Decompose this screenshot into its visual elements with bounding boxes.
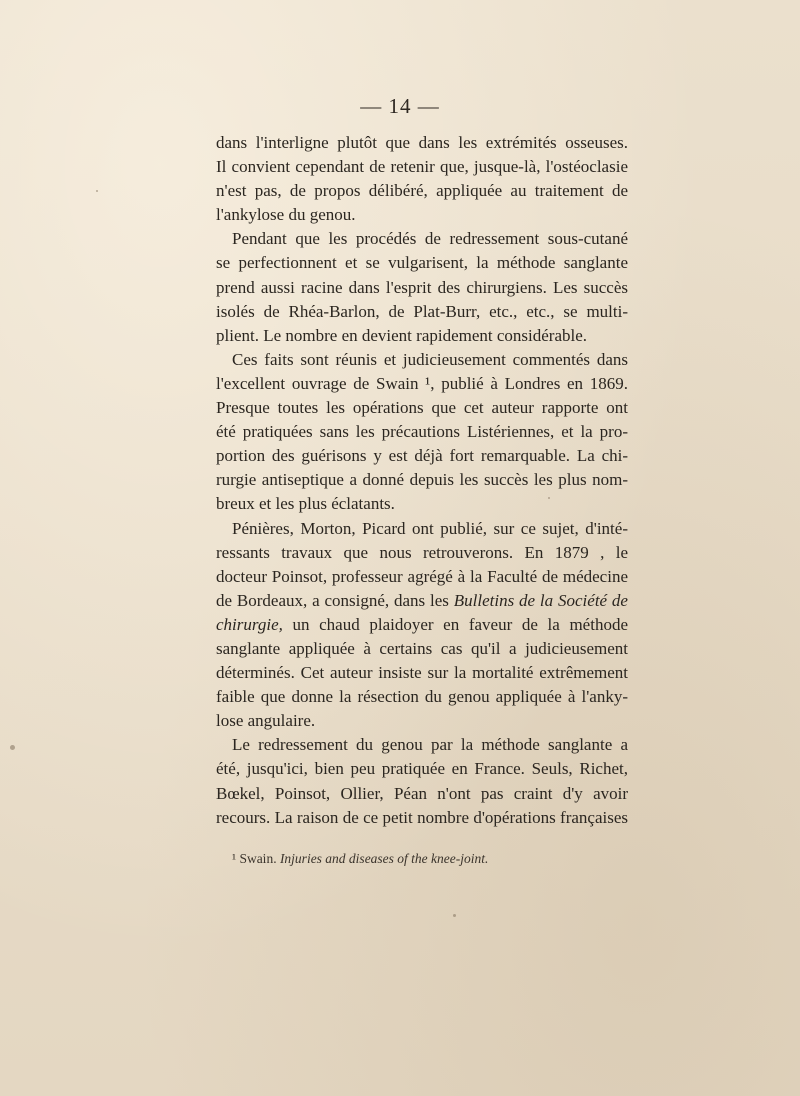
text-line-content: Presque toutes les opérations que cet auteur rapporte ont (216, 398, 628, 418)
text-line-content: Bœkel, Poinsot, Ollier, Péan n'ont pas craint d'y avoir (216, 783, 628, 803)
text-line (216, 685, 628, 709)
text-line-emphasis: chirurgie, (216, 614, 283, 634)
text-line-content: isolés de Rhéa-Barlon, de Plat-Burr, etc., etc., se multi- (216, 301, 628, 321)
text-line (216, 565, 628, 589)
text-line (216, 372, 628, 396)
text-line-content: Le redressement du genou par la méthode sanglante a (232, 735, 628, 755)
text-line (216, 517, 628, 541)
text-line-content: déterminés. Cet auteur insiste sur la mortalité extrêmement (216, 663, 628, 683)
text-line (216, 782, 628, 806)
text-line (216, 131, 628, 155)
text-line (216, 806, 628, 830)
text-line-content: rurgie antiseptique a donné depuis les succès les plus nom- (216, 470, 628, 490)
footnote-marker: ¹ (232, 851, 237, 866)
text-line (216, 179, 628, 203)
text-line-content: portion des guérisons y est déjà fort remarquable. La chi- (216, 446, 628, 466)
text-line (216, 348, 628, 372)
paper-speck (10, 745, 15, 750)
paper-speck (96, 190, 98, 192)
text-line (216, 541, 628, 565)
text-line-content: Pendant que les procédés de redressement sous-cutané (232, 229, 628, 249)
text-line (216, 613, 628, 637)
text-line (216, 155, 628, 179)
text-line-content: un chaud plaidoyer en faveur de la méthode (282, 614, 628, 634)
text-line-content: recours. La raison de ce petit nombre d'opérations françaises (216, 807, 628, 827)
text-line (216, 709, 628, 733)
text-line-content: ressants travaux que nous retrouverons. En 1879 , le (216, 542, 628, 562)
text-line-content: Il convient cependant de retenir que, jusque-là, l'ostéoclasie (216, 157, 628, 177)
footnote (232, 851, 488, 867)
text-line-content: faible que donne la résection du genou appliquée à l'anky- (216, 687, 628, 707)
text-line-content: plient. Le nombre en devient rapidement considérable. (216, 325, 588, 345)
text-line-content: se perfectionnent et se vulgarisent, la méthode sanglante (216, 253, 628, 273)
paper-speck (453, 914, 456, 917)
text-line-content: de Bordeaux, a consigné, dans les (216, 590, 454, 610)
text-line-content: lose angulaire. (216, 711, 316, 731)
page-number: — 14 — (360, 94, 440, 118)
text-line (216, 589, 628, 613)
text-line-content: l'excellent ouvrage de Swain ¹, publié à Londres en 1869. (216, 373, 628, 393)
text-line (216, 637, 628, 661)
text-line (216, 203, 628, 227)
text-line (216, 324, 628, 348)
text-line (216, 492, 628, 516)
text-line-content: été pratiquées sans les précautions Listériennes, et la pro- (216, 422, 628, 442)
footnote-author: Swain. (239, 851, 277, 866)
paper-speck (548, 497, 550, 499)
text-line-emphasis: Bulletins de la Société de (453, 590, 628, 610)
text-line (216, 733, 628, 757)
text-line-content: n'est pas, de propos délibéré, appliquée au traitement de (216, 181, 628, 201)
text-line-content: Ces faits sont réunis et judicieusement commentés dans (232, 349, 628, 369)
text-line (216, 396, 628, 420)
body-text (216, 131, 628, 830)
text-line (216, 251, 628, 275)
text-line (216, 661, 628, 685)
text-line (216, 276, 628, 300)
text-line (216, 468, 628, 492)
text-line (216, 444, 628, 468)
text-line-content: prend aussi racine dans l'esprit des chirurgiens. Les succès (216, 277, 628, 297)
text-line-content: dans l'interligne plutôt que dans les extrémités osseuses. (216, 133, 628, 152)
text-line-content: Pénières, Morton, Picard ont publié, sur ce sujet, d'inté- (232, 518, 628, 538)
text-line (216, 420, 628, 444)
text-line-content: docteur Poinsot, professeur agrégé à la Faculté de médecine (216, 566, 628, 586)
text-line-content: l'ankylose du genou. (216, 205, 356, 225)
text-line (216, 227, 628, 251)
text-line-content: été, jusqu'ici, bien peu pratiquée en France. Seuls, Richet, (216, 759, 628, 779)
text-line-content: breux et les plus éclatants. (216, 494, 395, 514)
text-line (216, 300, 628, 324)
footnote-title: Injuries and diseases of the knee-joint. (279, 851, 489, 866)
text-line (216, 757, 628, 781)
text-line-content: sanglante appliquée à certains cas qu'il a judicieusement (216, 638, 628, 658)
